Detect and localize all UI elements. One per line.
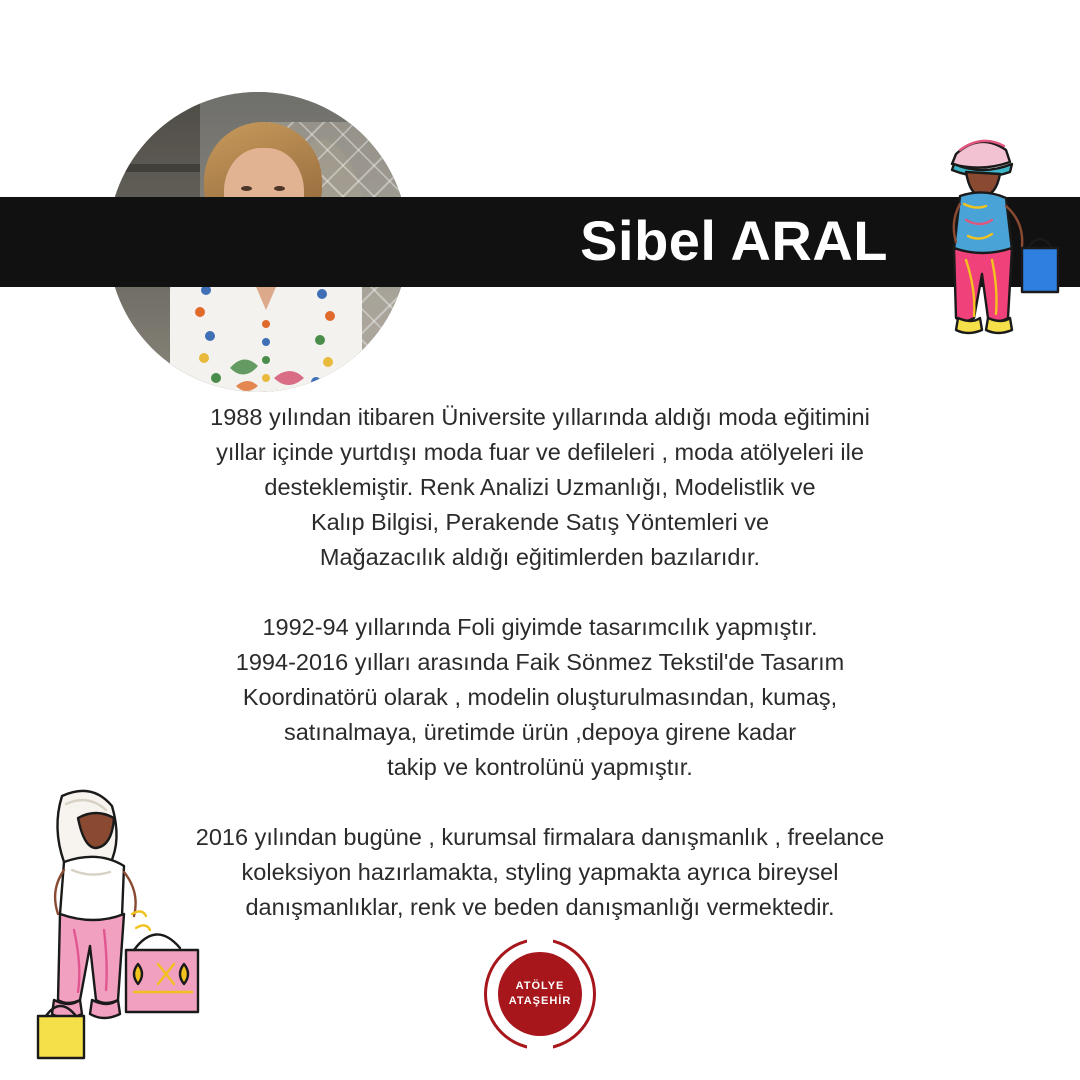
woman-with-hat-and-blue-bag-illustration (930, 120, 1070, 400)
woman-with-pink-outfit-and-bags-illustration (6, 778, 216, 1073)
logo-disc (498, 952, 582, 1036)
portrait-eye-left (241, 186, 252, 191)
bio-paragraph-1: 1988 yılından itibaren Üniversite yıllarında aldığı moda eğitimini yıllar içinde yurtdışı moda fuar ve defileleri , moda atölyeleri ile desteklemiştir. Renk Analizi Uzmanlığı, Modelistlik ve Kalıp Bilgisi, Perakende Satış Yöntemleri ve Mağazacılık aldığı eğitimlerden bazılarıdır. (210, 404, 870, 570)
bio-paragraph-3: 2016 yılından bugüne , kurumsal firmalara danışmanlık , freelance koleksiyon hazırlamakta, styling yapmakta ayrıca bireysel danışmanlıklar, renk ve beden danışmanlığı vermektedir. (195, 824, 885, 920)
portrait-shelf-top (116, 164, 200, 172)
logo-line-1: ATÖLYE (515, 980, 565, 992)
page-title: Sibel ARAL (580, 209, 888, 272)
bio-text (90, 400, 990, 925)
logo-line-2: ATAŞEHİR (508, 995, 572, 1007)
portrait-eye-right (274, 186, 285, 191)
logo-ring-gap-top (527, 934, 553, 944)
logo-ring-gap-bottom (527, 1044, 553, 1054)
bio-paragraph-2: 1992-94 yıllarında Foli giyimde tasarımcılık yapmıştır. 1994-2016 yılları arasında Faik Sönmez Tekstil'de Tasarım Koordinatörü olarak , modelin oluşturulmasından, kumaş, satınalmaya, üretimde ürün ,depoya girene kadar takip ve kontrolünü yapmıştır. (235, 614, 845, 780)
atolye-atasehir-logo (484, 938, 596, 1050)
